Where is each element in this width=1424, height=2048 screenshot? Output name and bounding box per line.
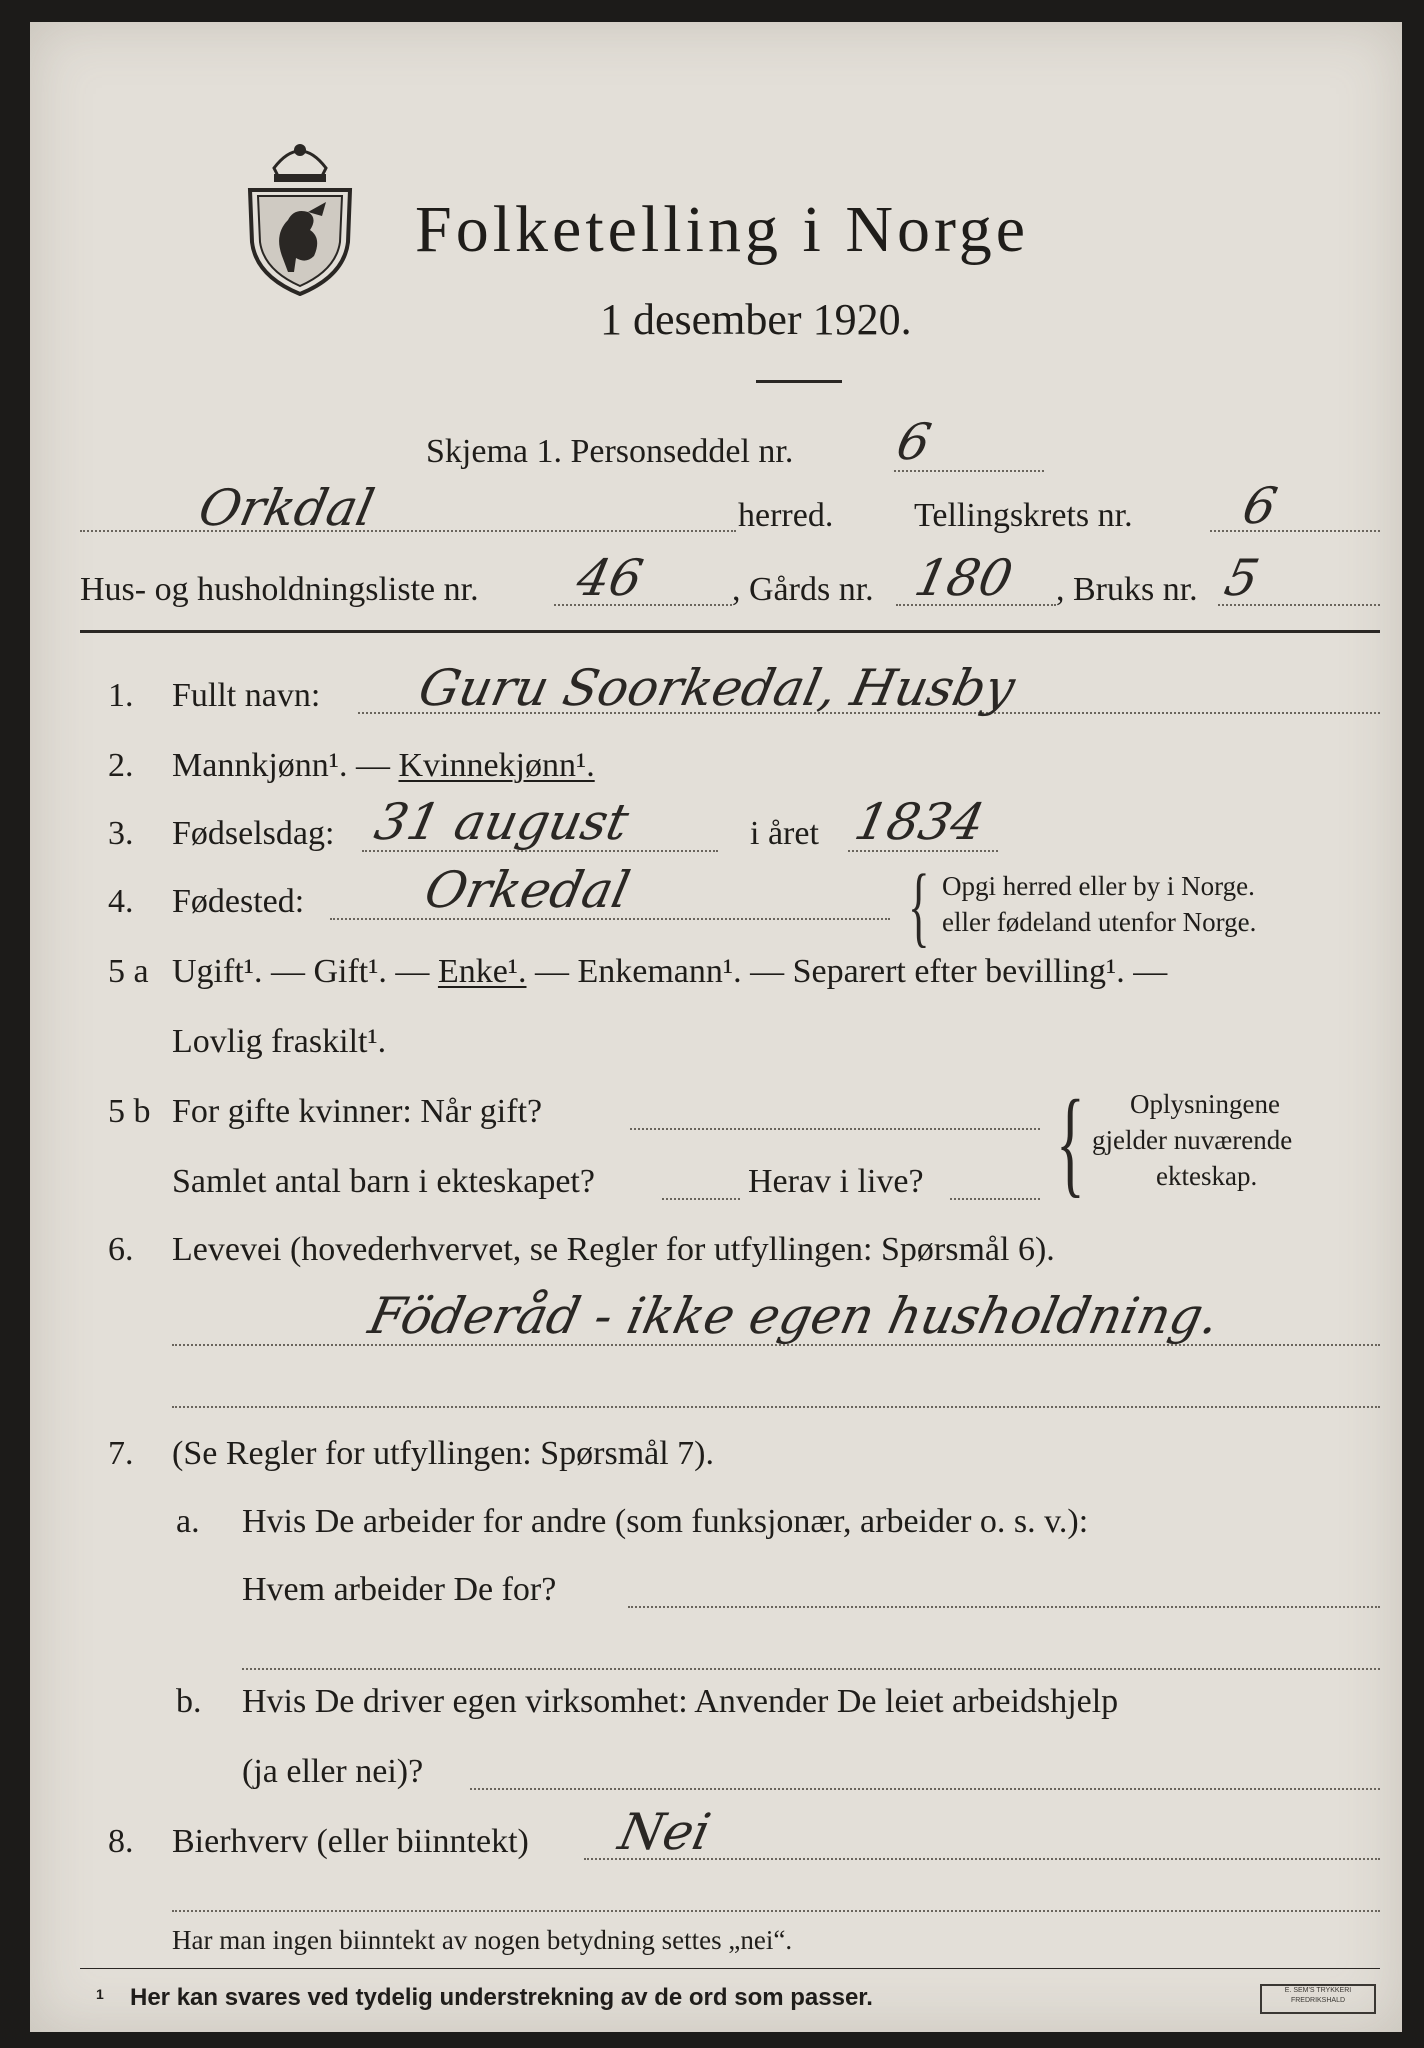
herred-label: herred. bbox=[738, 497, 834, 534]
skjema-value[interactable]: 6 bbox=[891, 413, 936, 471]
employer-field-line-2[interactable] bbox=[242, 1668, 1380, 1670]
q5b-brace: { bbox=[1056, 1075, 1085, 1208]
hired-help-field-line[interactable] bbox=[470, 1788, 1380, 1790]
herred-value[interactable]: Orkdal bbox=[193, 479, 380, 537]
q4-note-1: Opgi herred eller by i Norge. bbox=[942, 871, 1255, 901]
q1-label: Fullt navn: bbox=[172, 677, 321, 714]
q2-number: 2. bbox=[108, 747, 134, 784]
q7-label: (Se Regler for utfyllingen: Spørsmål 7). bbox=[172, 1435, 715, 1472]
alive-field-line[interactable] bbox=[950, 1198, 1040, 1200]
norway-coat-of-arms-icon bbox=[244, 138, 356, 296]
side-income-value[interactable]: Nei bbox=[613, 1803, 716, 1861]
q5b-note-3: ekteskap. bbox=[1156, 1161, 1258, 1191]
footnote-divider bbox=[80, 1968, 1380, 1969]
gards-label: , Gårds nr. bbox=[732, 571, 874, 608]
q6-field-line-2[interactable] bbox=[172, 1406, 1380, 1408]
q5b-note-2: gjelder nuværende bbox=[1092, 1125, 1293, 1155]
q4-number: 4. bbox=[108, 883, 134, 920]
birthday-value[interactable]: 31 august bbox=[369, 793, 634, 851]
q5b-label: For gifte kvinner: Når gift? bbox=[172, 1093, 543, 1130]
q5b-children-label: Samlet antal barn i ekteskapet? bbox=[172, 1163, 595, 1200]
q7a-letter: a. bbox=[176, 1503, 200, 1540]
q5a-option-fraskilt[interactable]: Lovlig fraskilt¹. bbox=[172, 1023, 387, 1060]
printer-stamp: E. SEM'S TRYKKERI FREDRIKSHALD bbox=[1260, 1984, 1376, 2014]
q6-field-line-1 bbox=[172, 1344, 1380, 1346]
q3-label: Fødselsdag: bbox=[172, 815, 335, 852]
nei-note: Har man ingen biinntekt av nogen betydning settes „nei“. bbox=[172, 1925, 793, 1955]
gards-value[interactable]: 180 bbox=[909, 549, 1018, 607]
q7a-line2: Hvem arbeider De for? bbox=[242, 1571, 557, 1608]
bruks-label: , Bruks nr. bbox=[1056, 571, 1198, 608]
children-field-line[interactable] bbox=[662, 1198, 740, 1200]
tellingskrets-value[interactable]: 6 bbox=[1237, 477, 1282, 535]
q8-number: 8. bbox=[108, 1823, 134, 1860]
bruks-value[interactable]: 5 bbox=[1219, 549, 1264, 607]
skjema-label: Skjema 1. Personseddel nr. bbox=[426, 433, 794, 470]
q4-label: Fødested: bbox=[172, 883, 305, 920]
birthplace-value[interactable]: Orkedal bbox=[419, 861, 635, 919]
q2-option-male[interactable]: Mannkjønn¹. — bbox=[172, 747, 399, 784]
q7a-line1: Hvis De arbeider for andre (som funksjonær, arbeider o. s. v.): bbox=[242, 1503, 1089, 1540]
q5a-option-enke[interactable]: Enke¹. bbox=[437, 953, 527, 990]
q2-option-female[interactable]: Kvinnekjønn¹. bbox=[398, 747, 595, 784]
married-when-field-line[interactable] bbox=[630, 1128, 1040, 1130]
footnote-text: Her kan svares ved tydelig understrekning av de ord som passer. bbox=[130, 1984, 873, 2011]
q5b-note-1: Oplysningene bbox=[1130, 1089, 1280, 1119]
employer-field-line-1[interactable] bbox=[628, 1606, 1380, 1608]
tellingskrets-label: Tellingskrets nr. bbox=[914, 497, 1133, 534]
q3-number: 3. bbox=[108, 815, 134, 852]
q5b-alive-label: Herav i live? bbox=[748, 1163, 924, 1200]
q5b-number: 5 b bbox=[108, 1093, 151, 1130]
q7b-letter: b. bbox=[176, 1683, 202, 1720]
q7-number: 7. bbox=[108, 1435, 134, 1472]
occupation-value[interactable]: Föderåd - ikke egen husholdning. bbox=[363, 1287, 1225, 1345]
hus-label: Hus- og husholdningsliste nr. bbox=[80, 571, 479, 608]
q6-label: Levevei (hovederhvervet, se Regler for utfyllingen: Spørsmål 6). bbox=[172, 1231, 1055, 1268]
header-divider bbox=[80, 630, 1380, 633]
q5a-options-a[interactable]: Ugift¹. — Gift¹. — bbox=[172, 953, 438, 990]
q8-field-line-2[interactable] bbox=[172, 1910, 1380, 1912]
q5a-number: 5 a bbox=[108, 953, 149, 990]
tellingskrets-field-line bbox=[1210, 530, 1380, 532]
census-form-page bbox=[30, 22, 1402, 2032]
full-name-value[interactable]: Guru Soorkedal, Husby bbox=[413, 659, 1020, 717]
herred-field-line bbox=[80, 530, 736, 532]
q4-note-2: eller fødeland utenfor Norge. bbox=[942, 907, 1257, 937]
census-date: 1 desember 1920. bbox=[600, 295, 912, 344]
q8-label: Bierhverv (eller biinntekt) bbox=[172, 1823, 529, 1860]
q6-number: 6. bbox=[108, 1231, 134, 1268]
hus-value[interactable]: 46 bbox=[571, 549, 648, 607]
q4-brace: { bbox=[908, 857, 930, 956]
q5a-options-c[interactable]: — Enkemann¹. — Separert efter bevilling¹. — bbox=[526, 953, 1168, 990]
title-divider bbox=[756, 380, 842, 383]
q1-number: 1. bbox=[108, 677, 134, 714]
q5a-options bbox=[172, 952, 1167, 992]
form-title: Folketelling i Norge bbox=[415, 193, 1030, 266]
q7b-line1: Hvis De driver egen virksomhet: Anvender De leiet arbeidshjelp bbox=[242, 1683, 1119, 1720]
footnote-mark: 1 bbox=[96, 1986, 104, 2002]
birth-year-value[interactable]: 1834 bbox=[849, 793, 990, 851]
q2-options bbox=[172, 746, 595, 786]
year-label: i året bbox=[750, 815, 819, 852]
q7b-line2: (ja eller nei)? bbox=[242, 1753, 424, 1790]
